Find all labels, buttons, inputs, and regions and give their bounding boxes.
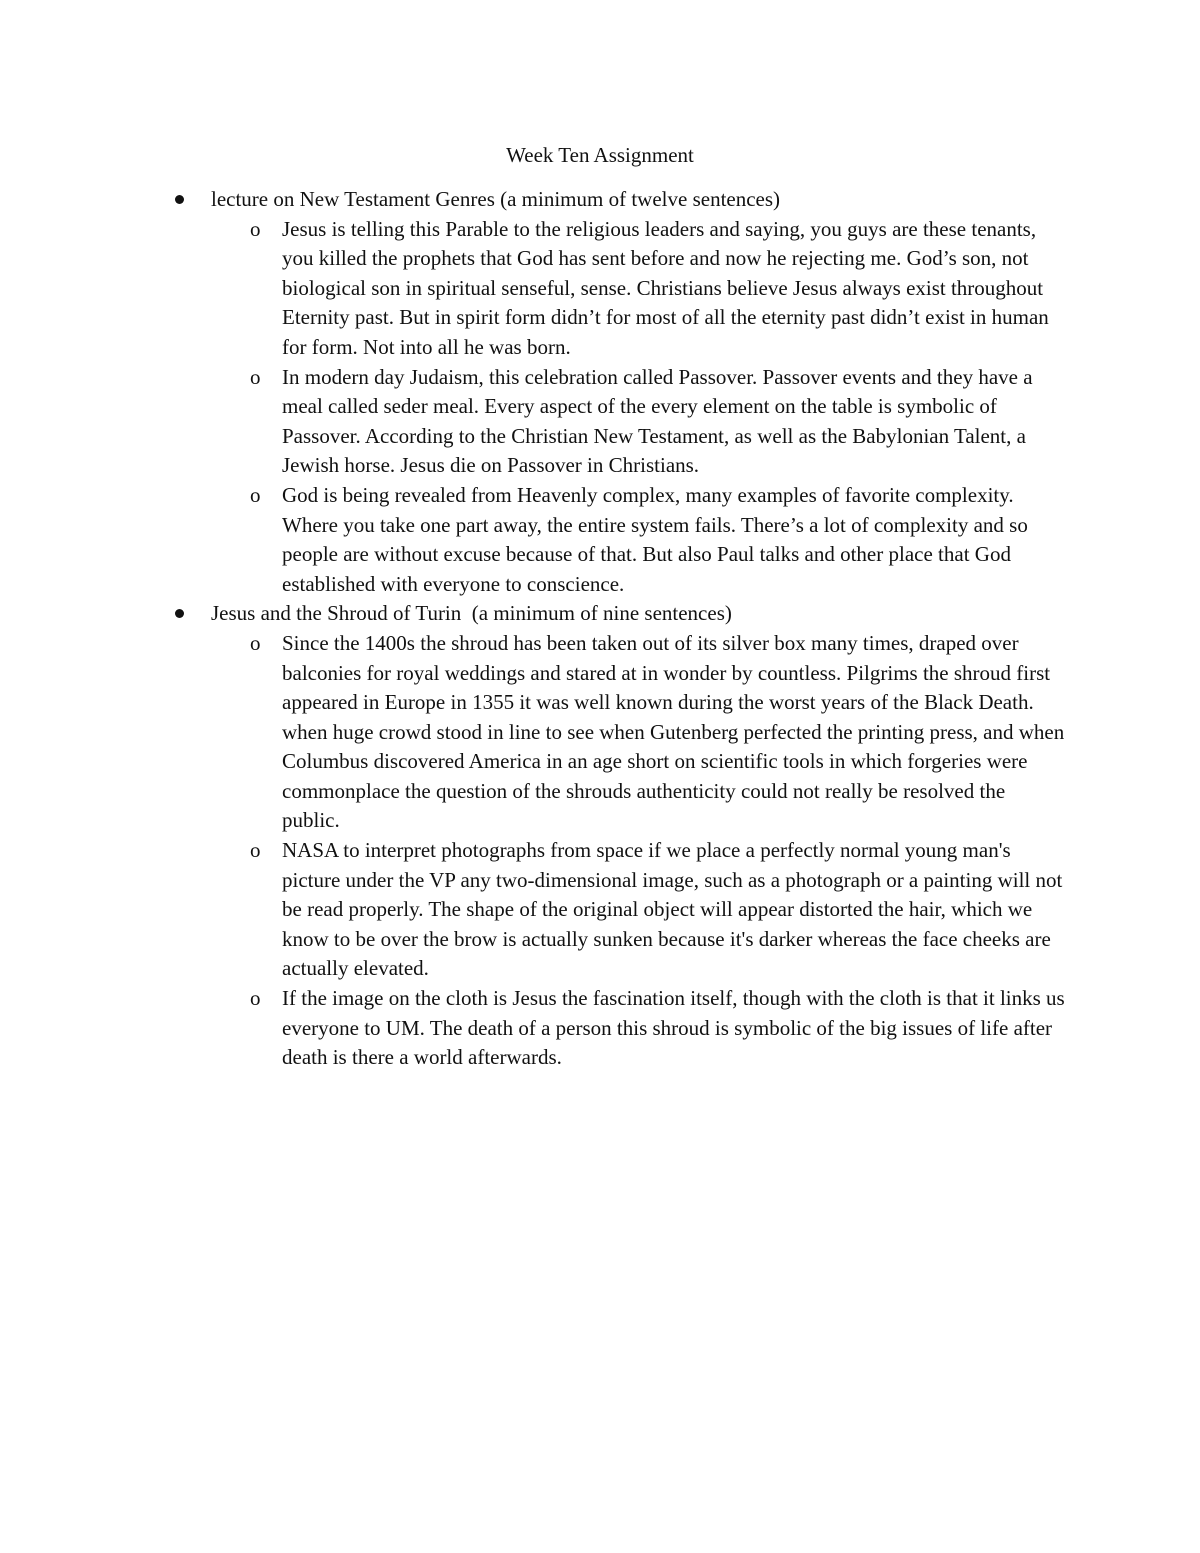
list-item-text: God is being revealed from Heavenly complex, many examples of favorite complexity. Where you take one part away, the entire system fails. There’s a lot of complexity and so people are without excuse because of that. But also Paul talks and other place that God established with everyone to conscience. xyxy=(282,482,1028,596)
sub-list xyxy=(211,215,1065,600)
sub-list xyxy=(211,629,1065,1073)
list-item xyxy=(211,629,1065,836)
list-item-text: If the image on the cloth is Jesus the fascination itself, though with the cloth is that it links us everyone to UM. The death of a person this shroud is symbolic of the big issues of life after death is there a world afterwards. xyxy=(282,986,1065,1070)
list-item xyxy=(211,363,1065,481)
list-item-text: Since the 1400s the shroud has been taken out of its silver box many times, draped over balconies for royal weddings and stared at in wonder by countless. Pilgrims the shroud first appeared in Europe in 1355 it was well known during the worst years of the Black Death. when huge crowd stood in line to see when Gutenberg perfected the printing press, and when Columbus discovered America in an age short on scientific tools in which forgeries were commonplace the question of the shrouds authenticity could not really be resolved the public. xyxy=(282,630,1065,833)
assignment-outline xyxy=(170,185,1065,1073)
section-shroud-of-turin xyxy=(170,599,1065,1073)
sub-bullet-icon: o xyxy=(250,986,261,1011)
section-heading: lecture on New Testament Genres (a minimum of twelve sentences) xyxy=(211,187,781,211)
list-item xyxy=(211,984,1065,1073)
sub-bullet-icon: o xyxy=(250,630,261,655)
list-item xyxy=(211,215,1065,363)
list-item-text: In modern day Judaism, this celebration called Passover. Passover events and they have a meal called seder meal. Every aspect of the every element on the table is symbolic of Passover. According to the Christian New Testament, as well as the Babylonian Talent, a Jewish horse. Jesus die on Passover in Christians. xyxy=(282,364,1033,478)
bullet-icon xyxy=(175,609,184,618)
sub-bullet-icon: o xyxy=(250,216,261,241)
sub-bullet-icon: o xyxy=(250,364,261,389)
bullet-icon xyxy=(175,195,184,204)
section-new-testament-genres xyxy=(170,185,1065,599)
document-title: Week Ten Assignment xyxy=(506,143,694,167)
section-heading: Jesus and the Shroud of Turin (a minimum of nine sentences) xyxy=(211,601,732,626)
sub-bullet-icon: o xyxy=(250,482,261,507)
list-item xyxy=(211,481,1065,599)
list-item xyxy=(211,836,1065,984)
sub-bullet-icon: o xyxy=(250,838,261,863)
list-item-text: Jesus is telling this Parable to the religious leaders and saying, you guys are these tenants, you killed the prophets that God has sent before and now he rejecting me. God’s son, not biological son in spiritual senseful, sense. Christians believe Jesus always exist throughout Eternity past. But in spirit form didn’t for most of all the eternity past didn’t exist in human for form. Not into all he was born. xyxy=(282,216,1049,359)
list-item-text: NASA to interpret photographs from space if we place a perfectly normal young man's picture under the VP any two-dimensional image, such as a photograph or a painting will not be read properly. The shape of the original object will appear distorted the hair, which we know to be over the brow is actually sunken because it's darker whereas the face cheeks are actually elevated. xyxy=(282,838,1063,981)
